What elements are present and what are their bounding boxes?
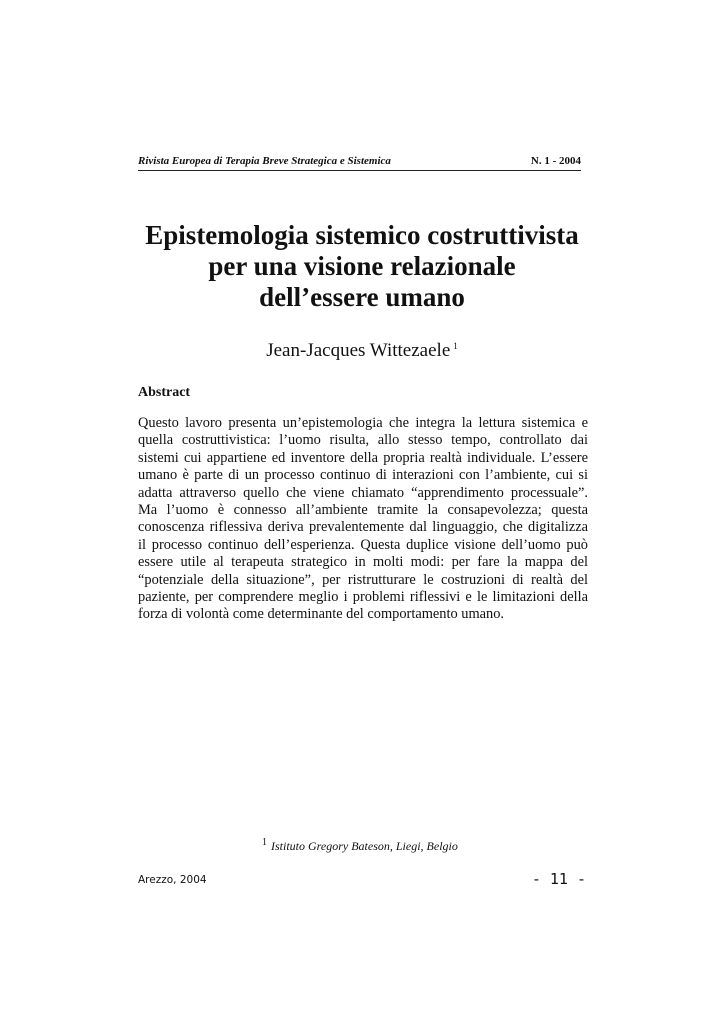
author-footnote-mark: 1 [453, 341, 458, 351]
title-line: per una visione relazionale [208, 251, 516, 281]
footnote-text: Istituto Gregory Bateson, Liegi, Belgio [271, 839, 458, 853]
title-line: Epistemologia sistemico costruttivista [145, 220, 579, 250]
running-header [138, 154, 581, 171]
abstract-heading: Abstract [138, 385, 191, 400]
footer-place-year: Arezzo, 2004 [138, 874, 207, 886]
abstract-line: paziente, per comprendere meglio i problemi riflessivi e le limitazioni della [138, 589, 588, 606]
journal-name: Rivista Europea di Terapia Breve Strategica e Sistemica [138, 155, 391, 167]
abstract-line: il processo continuo dell’esperienza. Questa duplice visione dell’uomo può [138, 536, 588, 553]
issue-number: N. 1 - 2004 [530, 155, 581, 167]
abstract-line: conoscenza riflessiva deriva prevalentemente dal linguaggio, che digitalizza [138, 519, 588, 536]
abstract-line: forza di volontà come determinante del comportamento umano. [138, 606, 505, 623]
author-line [100, 334, 624, 363]
abstract-line: sistemi cui appartiene ed inventore della propria realtà individuale. L’essere [138, 449, 588, 466]
abstract-line: Ma l’uomo è connesso all’ambiente tramite la consapevolezza; questa [138, 502, 588, 519]
article-title [100, 220, 624, 313]
page-number: - 11 - [531, 870, 586, 888]
abstract-line: essere utile al terapeuta strategico in molti modi: per fare la mappa del [138, 554, 588, 571]
abstract-line: “potenziale della situazione”, per ristrutturare le costruzioni di realtà del [138, 571, 588, 588]
abstract-line: umano è parte di un processo continuo di interazioni con l’ambiente, cui si [138, 467, 588, 484]
abstract-line: quella costruttivistica: l’uomo risulta, allo stesso tempo, controllato dai [138, 432, 588, 449]
title-line: dell’essere umano [259, 282, 465, 312]
footnote-mark: 1 [262, 837, 267, 848]
abstract-line: Questo lavoro presenta un’epistemologia che integra la lettura sistemica e [138, 415, 588, 431]
abstract-body [138, 415, 588, 624]
author-name: Jean-Jacques Wittezaele [266, 340, 451, 361]
abstract-line: adatta attraverso quello che viene chiamato “apprendimento processuale”. [138, 484, 588, 501]
footnote [262, 835, 458, 854]
